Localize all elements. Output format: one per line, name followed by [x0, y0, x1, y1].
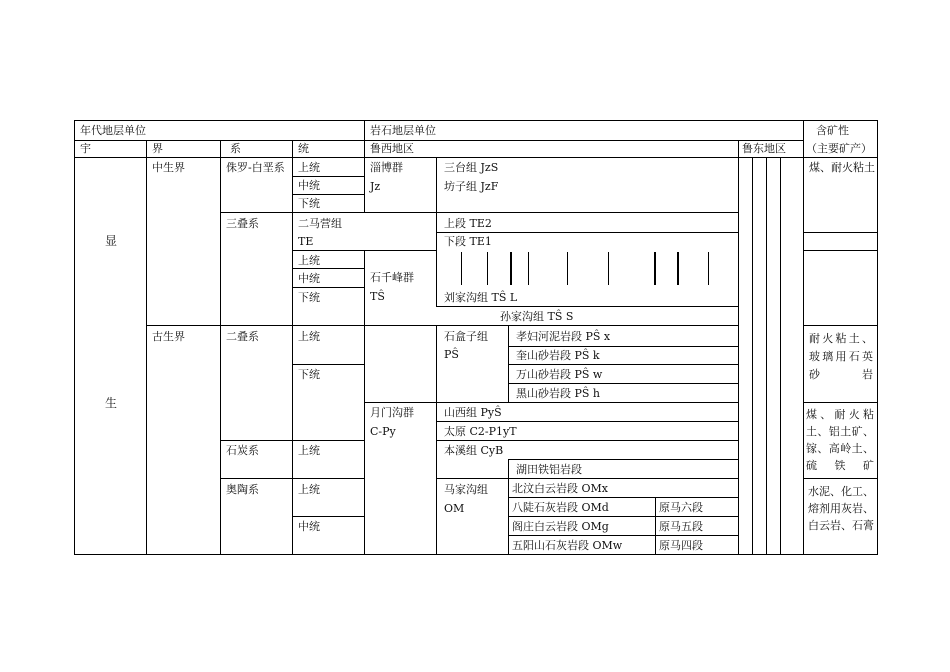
- rule: [292, 140, 293, 555]
- formation-taiyuan: 太原 C2-P1yT: [444, 425, 517, 438]
- series-perm-upper: 上统: [298, 330, 320, 343]
- system-jk: 侏罗-白垩系: [226, 161, 285, 174]
- rule: [803, 120, 804, 555]
- rule: [508, 497, 738, 498]
- member-hutian: 湖田铁铝岩段: [516, 463, 582, 476]
- rule: [803, 478, 877, 479]
- formation-benxi: 本溪组 CyB: [444, 444, 504, 457]
- member-gezhuang: 阁庄白云岩段 OMg: [512, 520, 609, 533]
- member-kuishan: 奎山砂岩段 PŜ k: [516, 349, 600, 362]
- rule: [292, 176, 364, 177]
- rule: [655, 497, 656, 555]
- rule: [803, 232, 877, 233]
- group-zibo-code: Jz: [370, 180, 381, 193]
- system-permian: 二叠系: [226, 330, 259, 343]
- group-yuemengou-code: C-Py: [370, 425, 396, 438]
- group-yuemengou: 月门沟群: [370, 406, 414, 419]
- rule: [508, 459, 509, 555]
- era-mesozoic: 中生界: [152, 161, 185, 174]
- header-mineral-sub: （主要矿产）: [806, 142, 872, 155]
- header-eon: 宇: [80, 142, 91, 155]
- member-xiaofuhe: 孝妇河泥岩段 PŜ x: [516, 330, 611, 343]
- rule: [508, 535, 738, 536]
- formation-ermaying: 二马营组: [298, 217, 342, 230]
- rule: [292, 516, 364, 517]
- system-triassic: 三叠系: [226, 217, 259, 230]
- litho-tick: [528, 252, 529, 285]
- formation-shihezi-code: PŜ: [444, 348, 459, 361]
- series-ord-upper: 上统: [298, 483, 320, 496]
- rule: [436, 232, 738, 233]
- old-member-ma6: 原马六段: [659, 501, 703, 514]
- rule: [146, 325, 738, 326]
- formation-santai: 三台组 JzS: [444, 161, 499, 174]
- mineral-jk: 煤、耐火粘土: [809, 161, 875, 174]
- series-tri-lower: 下统: [298, 291, 320, 304]
- formation-majiagou: 马家沟组: [444, 483, 488, 496]
- rule: [508, 459, 738, 460]
- rule: [877, 120, 878, 555]
- rule: [292, 268, 364, 269]
- rule: [364, 402, 738, 403]
- member-wanshan: 万山砂岩段 PŜ w: [516, 368, 603, 381]
- era-paleozoic: 古生界: [152, 330, 185, 343]
- rule: [436, 478, 738, 479]
- formation-majiagou-code: OM: [444, 502, 465, 515]
- rule: [803, 402, 877, 403]
- rule: [738, 140, 739, 555]
- member-heishan: 黑山砂岩段 PŜ h: [516, 387, 601, 400]
- member-tri-lower: 下段 TE1: [444, 235, 492, 248]
- rule: [74, 157, 877, 158]
- litho-tick: [510, 252, 512, 285]
- formation-fangzi: 坊子组 JzF: [444, 180, 499, 193]
- rule: [508, 364, 738, 365]
- litho-tick: [677, 252, 679, 285]
- rule: [364, 250, 365, 555]
- series-jk-middle: 中统: [298, 179, 320, 192]
- litho-tick: [461, 252, 462, 285]
- rule: [364, 250, 436, 251]
- series-jk-lower: 下统: [298, 197, 320, 210]
- header-chrono: 年代地层单位: [80, 124, 146, 137]
- system-carboniferous: 石炭系: [226, 444, 259, 457]
- rule: [508, 346, 738, 347]
- old-member-ma4: 原马四段: [659, 539, 703, 552]
- rule: [292, 194, 364, 195]
- eon-char-1: 显: [105, 234, 118, 248]
- rule: [292, 287, 364, 288]
- formation-shihezi: 石盒子组: [444, 330, 488, 343]
- formation-ermaying-code: TE: [298, 235, 314, 248]
- rule: [74, 120, 75, 555]
- rule: [436, 325, 437, 555]
- group-zibo: 淄博群: [370, 161, 403, 174]
- rule: [436, 306, 738, 307]
- rule: [766, 157, 767, 555]
- rule: [220, 212, 738, 213]
- header-era: 界: [152, 142, 163, 155]
- rule: [803, 325, 877, 326]
- rule: [220, 140, 221, 555]
- rule: [508, 325, 509, 402]
- series-ord-middle: 中统: [298, 520, 320, 533]
- series-jk-upper: 上统: [298, 161, 320, 174]
- member-tri-upper: 上段 TE2: [444, 217, 492, 230]
- system-ordovician: 奥陶系: [226, 483, 259, 496]
- old-member-ma5: 原马五段: [659, 520, 703, 533]
- mineral-coal: 煤、耐火粘土、铝土矿、镓、高岭土、硫铁矿: [806, 408, 874, 472]
- rule: [74, 120, 877, 121]
- series-tri-middle: 中统: [298, 272, 320, 285]
- formation-shanxi: 山西组 PyŜ: [444, 406, 502, 419]
- member-beiwen: 北汶白云岩段 OMx: [512, 482, 608, 495]
- eon-char-2: 生: [105, 396, 118, 410]
- member-wuyangshan: 五阳山石灰岩段 OMw: [512, 539, 623, 552]
- formation-sunjiagou: 孙家沟组 TŜ S: [500, 310, 574, 323]
- header-region-west: 鲁西地区: [370, 142, 414, 155]
- litho-tick: [608, 252, 609, 285]
- group-shiqianfeng-code: TŜ: [370, 290, 385, 303]
- rule: [146, 140, 147, 555]
- header-region-east: 鲁东地区: [742, 142, 786, 155]
- rule: [780, 157, 781, 555]
- mineral-permian: 耐火粘土、玻璃用石英砂岩: [809, 332, 873, 381]
- rule: [74, 554, 877, 555]
- header-series: 统: [298, 142, 309, 155]
- rule: [292, 364, 364, 365]
- header-system: 系: [230, 142, 241, 155]
- mineral-ordovician: 水泥、化工、熔剂用灰岩、白云岩、石膏: [808, 485, 874, 532]
- header-mineral: 含矿性: [816, 124, 849, 137]
- litho-tick: [487, 252, 488, 285]
- member-badou: 八陡石灰岩段 OMd: [512, 501, 609, 514]
- rule: [508, 516, 738, 517]
- rule: [436, 157, 437, 306]
- header-litho: 岩石地层单位: [370, 124, 436, 137]
- series-carb-upper: 上统: [298, 444, 320, 457]
- series-tri-upper: 上统: [298, 254, 320, 267]
- litho-tick: [654, 252, 656, 285]
- formation-liujiagou: 刘家沟组 TŜ L: [444, 291, 518, 304]
- group-shiqianfeng: 石千峰群: [370, 271, 414, 284]
- rule: [436, 421, 738, 422]
- litho-tick: [708, 252, 709, 285]
- rule: [752, 157, 753, 555]
- rule: [508, 383, 738, 384]
- series-perm-lower: 下统: [298, 368, 320, 381]
- rule: [364, 120, 365, 212]
- rule: [74, 140, 804, 141]
- litho-tick: [567, 252, 568, 285]
- rule: [436, 440, 738, 441]
- rule: [292, 250, 364, 251]
- rule: [803, 250, 877, 251]
